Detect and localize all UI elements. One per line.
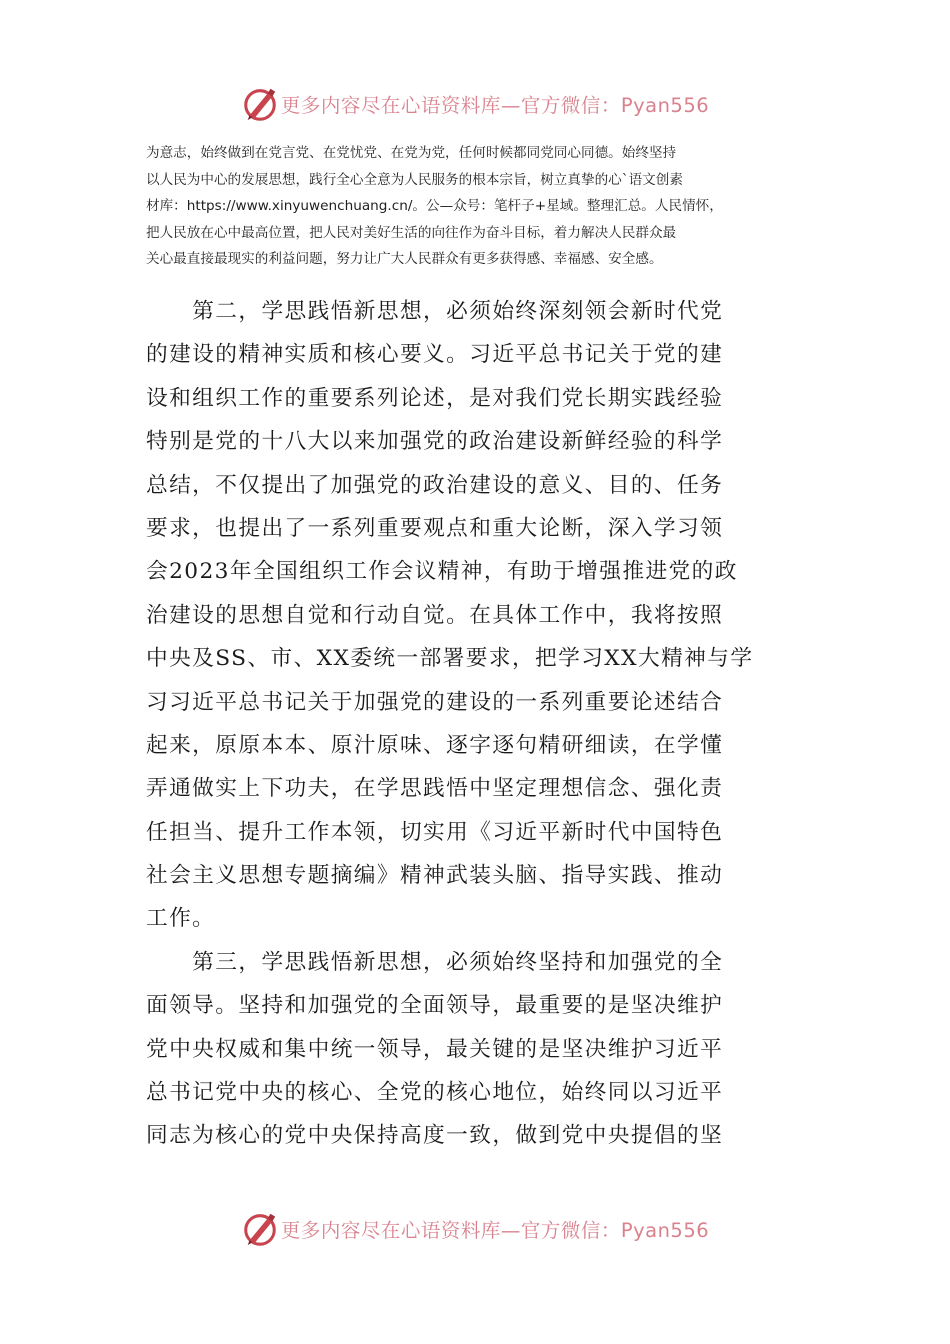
text-line: 第三，学思践悟新思想，必须始终坚持和加强党的全	[146, 949, 724, 975]
text-line: 以人民为中心的发展思想，践行全心全意为人民服务的根本宗旨，树立真挚的心`语文创素	[146, 171, 683, 188]
text-line: 面领导。坚持和加强党的全面领导，最重要的是坚决维护	[146, 993, 724, 1019]
text-line: 关心最直接最现实的利益问题，努力让广大人民群众有更多获得感、幸福感、安全感。	[146, 251, 663, 268]
text-line: 为意志，始终做到在党言党、在党忧党、在党为党，任何时候都同党同心同德。始终坚持	[146, 145, 677, 161]
text-line: 会2023年全国组织工作会议精神，有助于增强推进党的政	[146, 559, 738, 585]
footer-watermark-banner	[0, 1207, 950, 1251]
pen-logo-icon	[241, 85, 279, 123]
text-line: 起来，原原本本、原汁原味、逐字逐句精研细读，在学懂	[146, 732, 724, 758]
body-text	[146, 290, 812, 1158]
pen-logo-icon	[241, 1210, 279, 1248]
text-line: 把人民放在心中最高位置，把人民对美好生活的向往作为奋斗目标，着力解决人民群众最	[146, 224, 677, 241]
header-watermark-banner	[0, 82, 950, 126]
text-line: 任担当、提升工作本领，切实用《习近平新时代中国特色	[146, 819, 724, 845]
text-line: 习习近平总书记关于加强党的建设的一系列重要论述结合	[146, 689, 724, 715]
text-line: 第二，学思践悟新思想，必须始终深刻领会新时代党	[146, 299, 724, 324]
text-line: 工作。	[146, 906, 216, 932]
text-line: 总书记党中央的核心、全党的核心地位，始终同以习近平	[146, 1080, 724, 1106]
banner-text: 更多内容尽在心语资料库—官方微信：Pyan556	[280, 1219, 710, 1242]
text-line: 党中央权威和集中统一领导，最关键的是坚决维护习近平	[146, 1036, 724, 1062]
text-line: 社会主义思想专题摘编》精神武装头脑、指导实践、推动	[146, 863, 724, 889]
text-line: 设和组织工作的重要系列论述，是对我们党长期实践经验	[146, 385, 724, 411]
text-line: 材库：https://www.xinyuwenchuang.cn/。公—众号：笔杆子+星域。整理汇总。人民情怀，	[146, 198, 723, 215]
banner-text: 更多内容尽在心语资料库—官方微信：Pyan556	[280, 94, 710, 117]
text-line: 特别是党的十八大以来加强党的政治建设新鲜经验的科学	[146, 429, 724, 455]
text-line: 总结，不仅提出了加强党的政治建设的意义、目的、任务	[146, 472, 724, 498]
text-line: 的建设的精神实质和核心要义。习近平总书记关于党的建	[146, 342, 724, 368]
text-line: 中央及SS、市、XX委统一部署要求，把学习XX大精神与学	[146, 646, 754, 672]
text-line: 同志为核心的党中央保持高度一致，做到党中央提倡的坚	[146, 1123, 724, 1149]
text-line: 弄通做实上下功夫，在学思践悟中坚定理想信念、强化责	[146, 776, 724, 802]
text-line: 治建设的思想自觉和行动自觉。在具体工作中，我将按照	[146, 602, 724, 628]
intro-paragraph	[146, 140, 806, 273]
text-line: 要求，也提出了一系列重要观点和重大论断，深入学习领	[146, 515, 724, 541]
